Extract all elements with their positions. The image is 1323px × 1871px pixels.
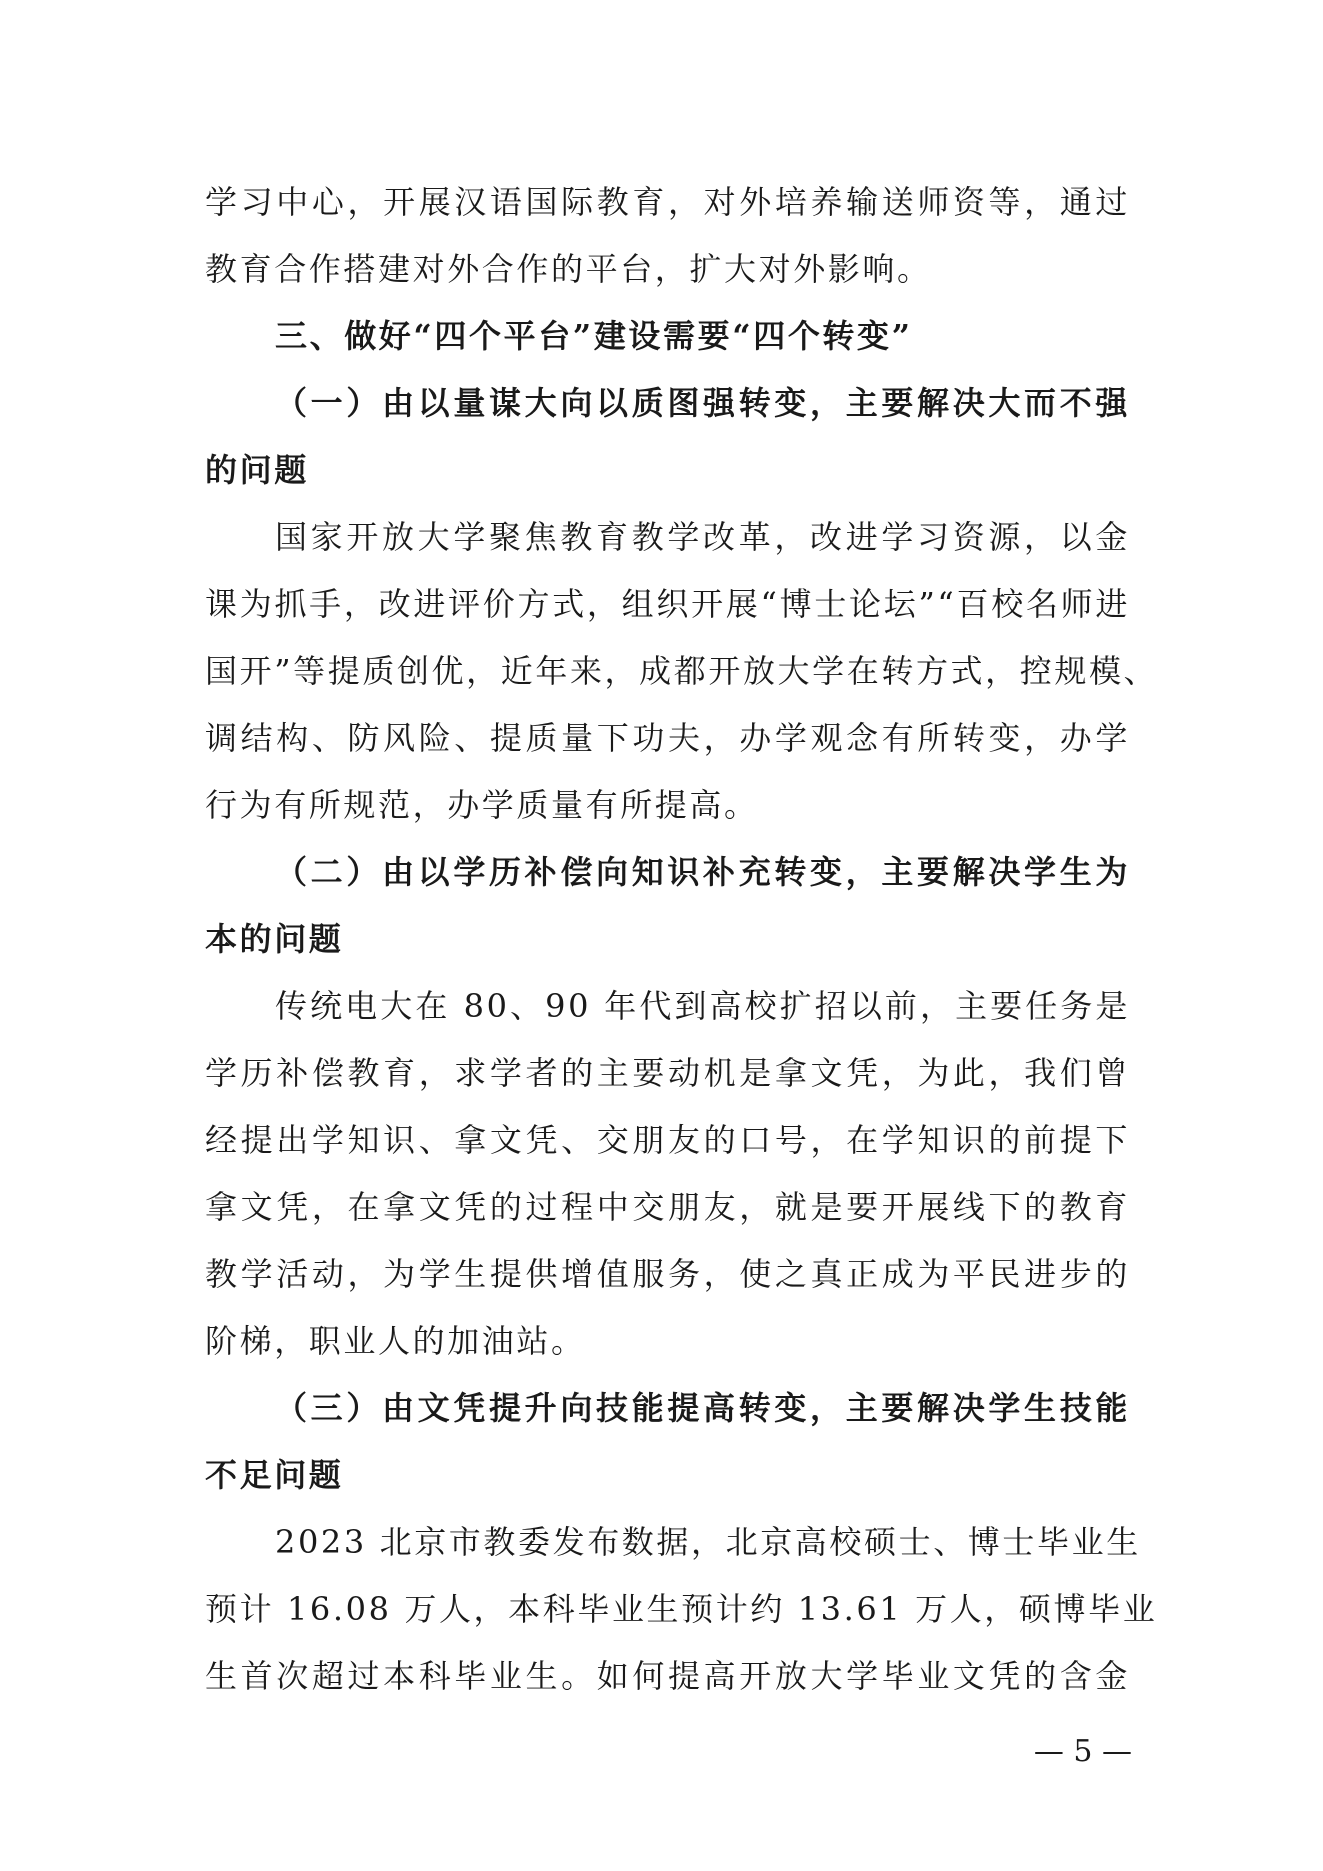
body-text-line: 拿文凭，在拿文凭的过程中交朋友，就是要开展线下的教育 (205, 1188, 1130, 1226)
body-text-line: 行为有所规范，办学质量有所提高。 (205, 786, 759, 824)
subsection-heading-line: （三）由文凭提升向技能提高转变，主要解决学生技能 (275, 1389, 1130, 1427)
subsection-heading-line: （一）由以量谋大向以质图强转变，主要解决大而不强 (275, 384, 1130, 422)
body-text-line: 国开”等提质创优，近年来，成都开放大学在转方式，控规模、 (205, 652, 1159, 690)
subsection-heading-line: 的问题 (205, 451, 309, 489)
section-heading: 三、做好“四个平台”建设需要“四个转变” (275, 317, 913, 355)
body-text-line: 调结构、防风险、提质量下功夫，办学观念有所转变，办学 (205, 719, 1130, 757)
subsection-heading-line: （二）由以学历补偿向知识补充转变，主要解决学生为 (275, 853, 1130, 891)
page-number: — 5 — (1033, 1734, 1132, 1769)
body-text-line: 传统电大在 80、90 年代到高校扩招以前，主要任务是 (275, 987, 1130, 1025)
body-text-line: 生首次超过本科毕业生。如何提高开放大学毕业文凭的含金 (205, 1657, 1130, 1695)
body-text-line: 学历补偿教育，求学者的主要动机是拿文凭，为此，我们曾 (205, 1054, 1130, 1092)
body-text-line: 经提出学知识、拿文凭、交朋友的口号，在学知识的前提下 (205, 1121, 1130, 1159)
subsection-heading-line: 本的问题 (205, 920, 344, 958)
subsection-heading-line: 不足问题 (205, 1456, 344, 1494)
body-text-line: 课为抓手，改进评价方式，组织开展“博士论坛”“百校名师进 (205, 585, 1130, 623)
body-text-line: 预计 16.08 万人，本科毕业生预计约 13.61 万人，硕博毕业 (205, 1590, 1158, 1628)
body-text-line: 教育合作搭建对外合作的平台，扩大对外影响。 (205, 250, 932, 288)
body-text-line: 阶梯，职业人的加油站。 (205, 1322, 586, 1360)
body-text-line: 学习中心，开展汉语国际教育，对外培养输送师资等，通过 (205, 183, 1130, 221)
body-text-line: 2023 北京市教委发布数据，北京高校硕士、博士毕业生 (275, 1523, 1141, 1561)
body-text-line: 国家开放大学聚焦教育教学改革，改进学习资源，以金 (275, 518, 1130, 556)
body-text-line: 教学活动，为学生提供增值服务，使之真正成为平民进步的 (205, 1255, 1130, 1293)
